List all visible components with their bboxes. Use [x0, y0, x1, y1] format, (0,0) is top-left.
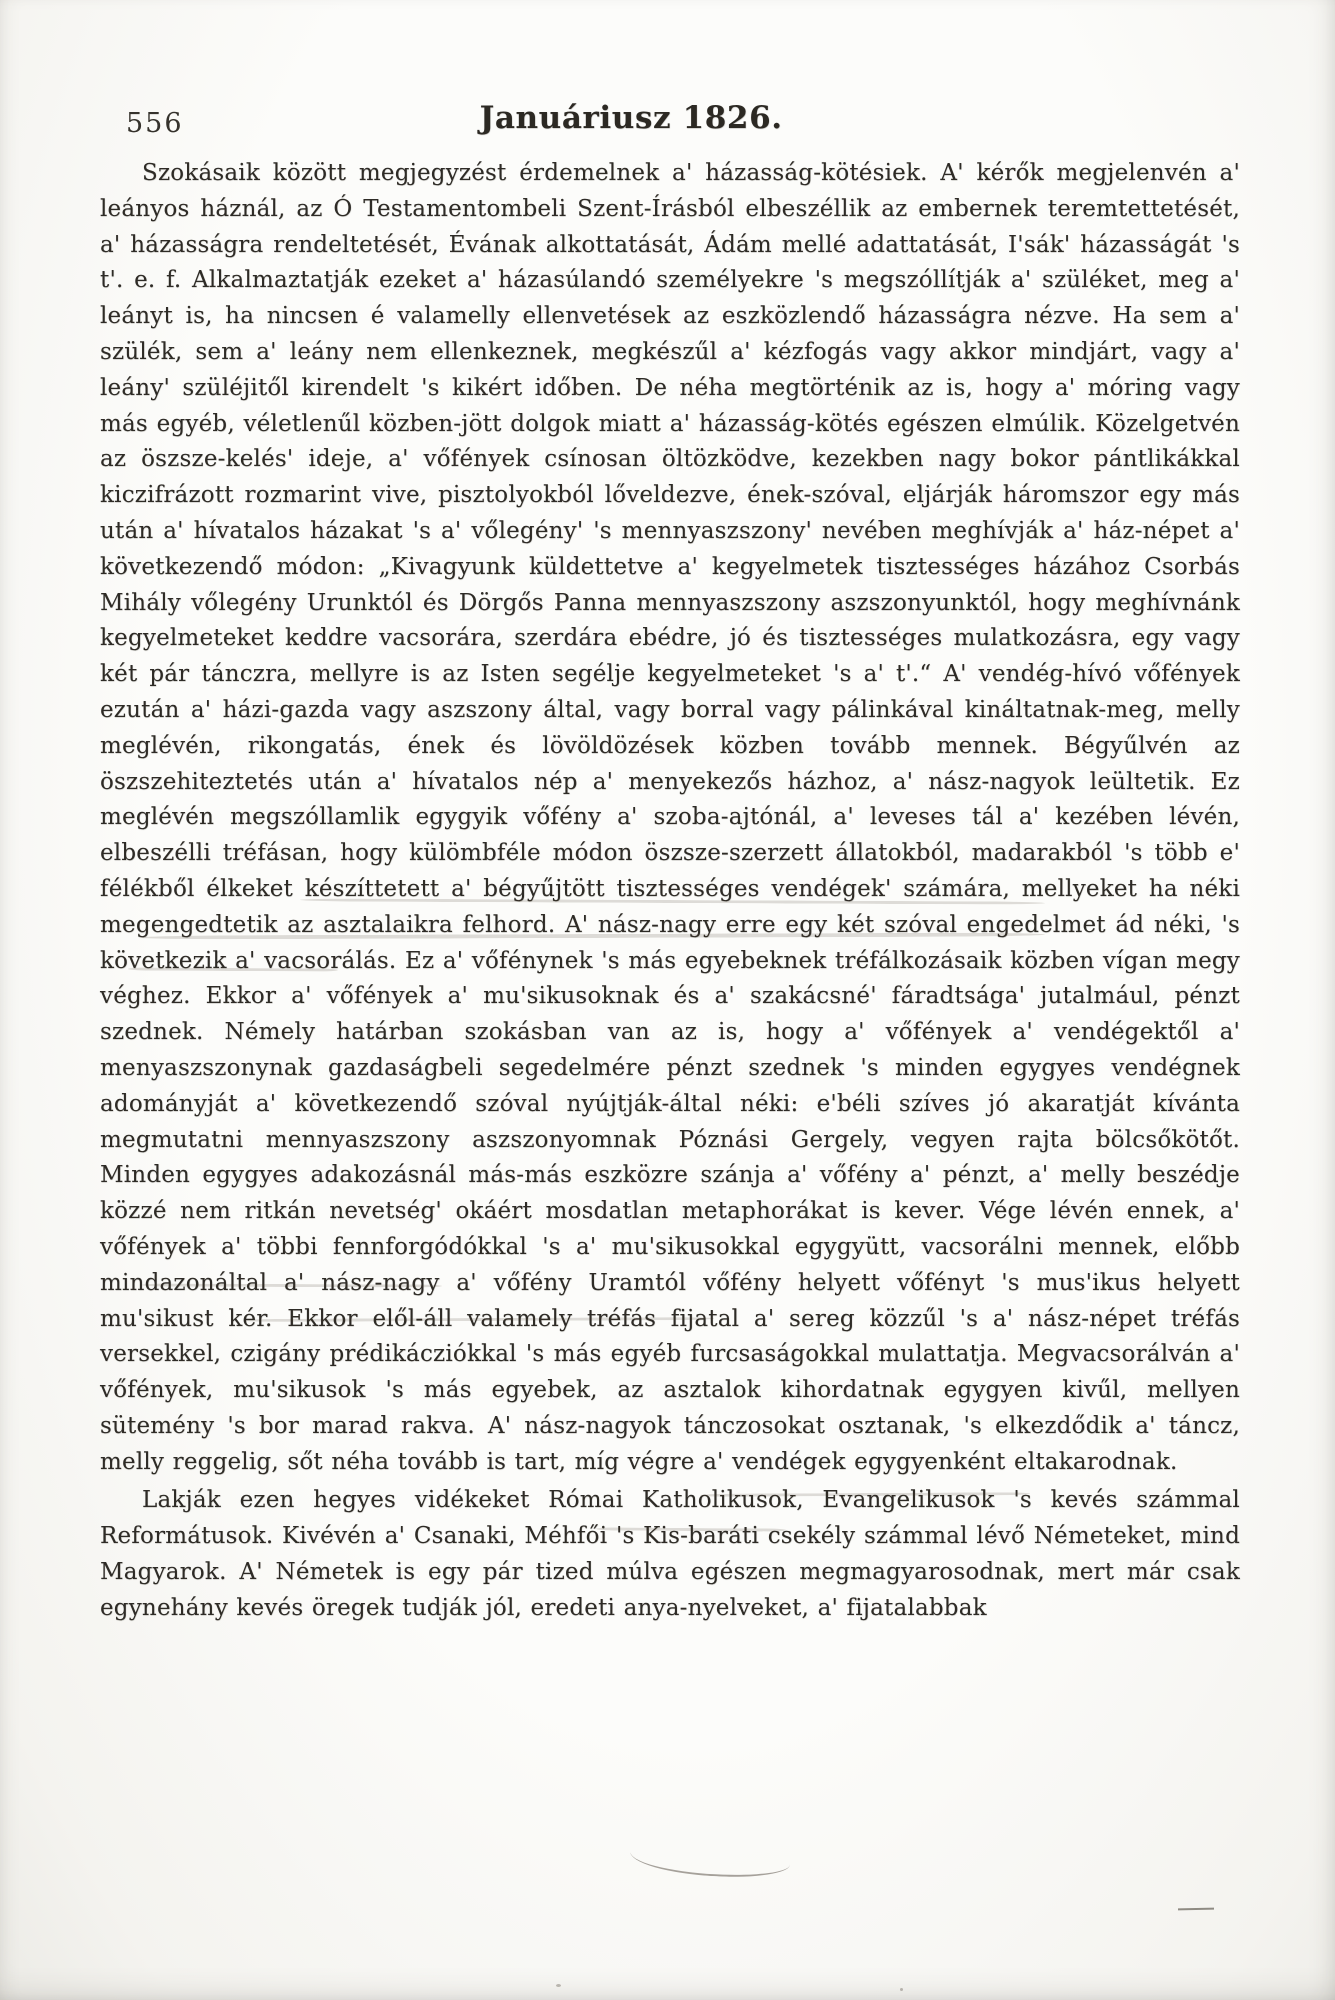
- scan-artifact-dash: [1178, 1908, 1214, 1911]
- body-paragraph-wedding-customs: Szokásaik között megjegyzést érdemelnek a' házasság-kötésiek. A' kérők megjelenvén a' leányos háznál, az Ó Testamentombeli Szent-Írásból elbeszéllik az embernek teremtettetését, a' házasságra rendeltetését, Évának alkottatását, Ádám mellé adattatását, I'sák' házasságát 's t'. e. f. Alkalmaztatják ezeket a' házasúlandó személyekre 's megszóllítják a' szüléket, meg a' leányt is, ha nincsen é valamelly ellenvetések az eszközlendő házasságra nézve. Ha sem a' szülék, sem a' leány nem ellenkeznek, megkészűl a' kézfogás vagy akkor mindjárt, vagy a' leány' szüléjitől kirendelt 's kikért időben. De néha megtörténik az is, hogy a' móring vagy más egyéb, véletlenűl közben-jött dolgok miatt a' házasság-kötés egészen elmúlik. Közelgetvén az öszsze-kelés' ideje, a' vőfények csínosan öltözködve, kezekben nagy bokor pántlikákkal kiczifrázott rozmarint vive, pisztolyokból lőveldezve, ének-szóval, eljárják háromszor egy más után a' hívatalos házakat 's a' vőlegény' 's mennyaszszony' nevében meghívják a' ház-népet a' következendő módon: „Kivagyunk küldettetve a' kegyelmetek tisztességes házához Csorbás Mihály vőlegény Urunktól és Dörgős Panna mennyaszszony aszszonyunktól, hogy meghívnánk kegyelmeteket keddre vacsorára, szerdára ebédre, jó és tisztességes mulatkozásra, egy vagy két pár tánczra, mellyre is az Isten segélje kegyelmeteket 's a' t'.“ A' vendég-hívó vőfények ezután a' házi-gazda vagy aszszony által, vagy borral vagy pálinkával kináltatnak-meg, melly meglévén, rikongatás, ének és lövöldözések közben tovább mennek. Bégyűlvén az öszszehiteztetés után a' hívatalos nép a' menyekezős házhoz, a' nász-nagyok leültetik. Ez meglévén megszóllamlik egygyik vőfény a' szoba-ajtónál, a' leveses tál a' kezében lévén, elbeszélli tréfásan, hogy külömbféle módon öszsze-szerzett állatokból, madarakból 's több e' félékből élkeket készíttetett a' bégyűjtött tisztességes vendégek' számára, mellyeket ha néki megengedtetik az asztalaikra felhord. A' nász-nagy erre egy két szóval engedelmet ád néki, 's következik a' vacsorálás. Ez a' vőfénynek 's más egyebeknek tréfálkozásaik közben vígan megy véghez. Ekkor a' vőfények a' mu'sikusoknak és a' szakácsné' fáradtsága' jutalmául, pénzt szednek. Némely határban szokásban van az is, hogy a' vőfények a' vendégektől a' menyaszszonynak gazdaságbeli segedelmére pénzt szednek 's minden egygyes vendégnek adományját a' következendő szóval nyújtják-által néki: e'béli szíves jó akaratját kívánta megmutatni mennyaszszony aszszonyomnak Póznási Gergely, vegyen rajta bölcsőkötőt. Minden egygyes adakozásnál más-más eszközre szánja a' vőfény a' pénzt, a' melly beszédje közzé nem ritkán nevetség' okáért mosdatlan metaphorákat is kever. Vége lévén ennek, a' vőfények a' többi fennforgódókkal 's a' mu'sikusokkal egygyütt, vacsorálni mennek, előbb mindazonáltal a' nász-nagy a' vőfény Uramtól vőfény helyett vőfényt 's mus'ikus helyett mu'sikust kér. Ekkor elől-áll valamely tréfás fijatal a' sereg közzűl 's a' nász-népet tréfás versekkel, czigány prédikácziókkal 's más egyéb furcsaságokkal mulattatja. Megvacsorálván a' vőfények, mu'sikusok 's más egyebek, az asztalok kihordatnak egygyen kivűl, mellyen sütemény 's bor marad rakva. A' nász-nagyok tánczosokat osztanak, 's elkezdődik a' táncz, melly reggelig, sőt néha tovább is tart, míg végre a' vendégek egygyenként eltakarodnak.: [100, 160, 1240, 1475]
- body-paragraph-inhabitants: Lakják ezen hegyes vidékeket Római Katholikusok, Evangelikusok 's kevés számmal Reformátusok. Kivévén a' Csanaki, Méhfői 's Kis-baráti csekély számmal lévő Németeket, mind Magyarok. A' Németek is egy pár tized múlva egészen megmagyarosodnak, mert már csak egynehány kevés öregek tudják jól, eredeti anya-nyelveket, a' fijatalabbak: [100, 1487, 1240, 1621]
- header-title: Januáriusz 1826.: [479, 100, 783, 136]
- page-body: [100, 156, 1240, 1627]
- scan-artifact-speck: [556, 1984, 561, 1987]
- scan-artifact-speck: [900, 1988, 903, 1991]
- page-header: [0, 100, 1335, 150]
- page-number: 556: [126, 108, 184, 139]
- scan-artifact-curve: [629, 1842, 790, 1880]
